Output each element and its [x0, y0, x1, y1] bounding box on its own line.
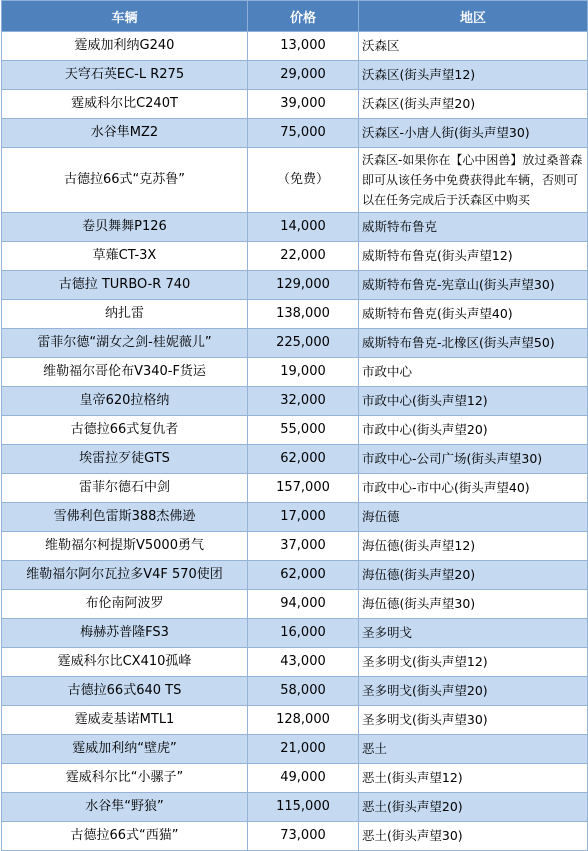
price-cell: （免费）: [248, 148, 359, 213]
price-cell: 13,000: [248, 32, 359, 61]
price-cell: 17,000: [248, 503, 359, 532]
table-row: [2, 148, 588, 213]
vehicle-price-table: [1, 0, 588, 851]
vehicle-cell: 古德拉66式复仇者: [2, 416, 248, 445]
vehicle-cell: 古德拉 TURBO-R 740: [2, 271, 248, 300]
price-cell: 14,000: [248, 213, 359, 242]
table-row: [2, 387, 588, 416]
area-cell: 市政中心-公司广场(街头声望30): [359, 445, 588, 474]
table-row: [2, 648, 588, 677]
price-cell: 29,000: [248, 61, 359, 90]
vehicle-cell: 天穹石英EC-L R275: [2, 61, 248, 90]
table-row: [2, 822, 588, 851]
area-cell: 威斯特布鲁克(街头声望40): [359, 300, 588, 329]
area-cell: 海伍德(街头声望12): [359, 532, 588, 561]
area-cell: 沃森区(街头声望20): [359, 90, 588, 119]
table-row: [2, 590, 588, 619]
area-cell: 恶土(街头声望30): [359, 822, 588, 851]
table-row: [2, 119, 588, 148]
area-cell: 恶土(街头声望20): [359, 793, 588, 822]
area-cell: 市政中心(街头声望12): [359, 387, 588, 416]
area-cell: 威斯特布鲁克-北橡区(街头声望50): [359, 329, 588, 358]
vehicle-cell: 雷菲尔德“湖女之剑-桂妮薇儿”: [2, 329, 248, 358]
vehicle-cell: 霆威科尔比CX410孤峰: [2, 648, 248, 677]
area-cell: 沃森区(街头声望12): [359, 61, 588, 90]
price-cell: 32,000: [248, 387, 359, 416]
table-row: [2, 213, 588, 242]
area-cell: 市政中心: [359, 358, 588, 387]
area-cell: 沃森区-如果你在【心中困兽】放过桑普森即可从该任务中免费获得此车辆，否则可以在任务完成后于沃森区中购买: [359, 148, 588, 213]
vehicle-cell: 维勒福尔阿尔瓦拉多V4F 570使团: [2, 561, 248, 590]
area-cell: 威斯特布鲁克-宪章山(街头声望30): [359, 271, 588, 300]
table-row: [2, 474, 588, 503]
table-row: [2, 90, 588, 119]
area-cell: 圣多明戈(街头声望20): [359, 677, 588, 706]
price-cell: 75,000: [248, 119, 359, 148]
price-cell: 157,000: [248, 474, 359, 503]
table-row: [2, 416, 588, 445]
area-cell: 威斯特布鲁克(街头声望12): [359, 242, 588, 271]
price-cell: 21,000: [248, 735, 359, 764]
table-row: [2, 503, 588, 532]
area-cell: 市政中心-市中心(街头声望40): [359, 474, 588, 503]
table-row: [2, 61, 588, 90]
vehicle-cell: 埃雷拉歹徒GTS: [2, 445, 248, 474]
price-cell: 39,000: [248, 90, 359, 119]
vehicle-cell: 霆威加利纳G240: [2, 32, 248, 61]
vehicle-cell: 古德拉66式“克苏鲁”: [2, 148, 248, 213]
table-header: [2, 1, 588, 32]
vehicle-cell: 布伦南阿波罗: [2, 590, 248, 619]
area-cell: 恶土: [359, 735, 588, 764]
area-cell: 恶土(街头声望12): [359, 764, 588, 793]
table-row: [2, 706, 588, 735]
vehicle-cell: 霆威麦基诺MTL1: [2, 706, 248, 735]
area-cell: 圣多明戈(街头声望12): [359, 648, 588, 677]
price-cell: 62,000: [248, 445, 359, 474]
vehicle-cell: 纳扎雷: [2, 300, 248, 329]
price-cell: 62,000: [248, 561, 359, 590]
vehicle-cell: 霆威加利纳“壁虎”: [2, 735, 248, 764]
price-cell: 37,000: [248, 532, 359, 561]
table-row: [2, 445, 588, 474]
price-cell: 129,000: [248, 271, 359, 300]
table-row: [2, 32, 588, 61]
area-cell: 威斯特布鲁克: [359, 213, 588, 242]
price-cell: 225,000: [248, 329, 359, 358]
header-row: [2, 1, 588, 32]
area-cell: 圣多明戈: [359, 619, 588, 648]
price-cell: 128,000: [248, 706, 359, 735]
table-row: [2, 793, 588, 822]
vehicle-cell: 维勒福尔哥伦布V340-F货运: [2, 358, 248, 387]
vehicle-cell: 梅赫苏普隆FS3: [2, 619, 248, 648]
area-cell: 沃森区: [359, 32, 588, 61]
vehicle-cell: 霆威科尔比“小骡子”: [2, 764, 248, 793]
vehicle-cell: 雷菲尔德石中剑: [2, 474, 248, 503]
vehicle-cell: 水谷隼MZ2: [2, 119, 248, 148]
table-row: [2, 677, 588, 706]
table-row: [2, 735, 588, 764]
area-cell: 海伍德: [359, 503, 588, 532]
area-cell: 市政中心(街头声望20): [359, 416, 588, 445]
table-row: [2, 242, 588, 271]
table-row: [2, 329, 588, 358]
vehicle-cell: 古德拉66式640 TS: [2, 677, 248, 706]
vehicle-cell: 皇帝620拉格纳: [2, 387, 248, 416]
area-cell: 海伍德(街头声望20): [359, 561, 588, 590]
vehicle-cell: 卷贝舞舞P126: [2, 213, 248, 242]
table-row: [2, 532, 588, 561]
vehicle-cell: 古德拉66式“西猫”: [2, 822, 248, 851]
header-price: 价格: [248, 1, 359, 32]
vehicle-cell: 草薙CT-3X: [2, 242, 248, 271]
area-cell: 沃森区-小唐人街(街头声望30): [359, 119, 588, 148]
vehicle-cell: 雪佛利色雷斯388杰佛逊: [2, 503, 248, 532]
price-cell: 49,000: [248, 764, 359, 793]
price-cell: 19,000: [248, 358, 359, 387]
price-cell: 138,000: [248, 300, 359, 329]
vehicle-cell: 维勒福尔柯提斯V5000勇气: [2, 532, 248, 561]
price-cell: 55,000: [248, 416, 359, 445]
price-cell: 22,000: [248, 242, 359, 271]
area-cell: 海伍德(街头声望30): [359, 590, 588, 619]
table-row: [2, 764, 588, 793]
table-row: [2, 358, 588, 387]
price-cell: 43,000: [248, 648, 359, 677]
price-cell: 58,000: [248, 677, 359, 706]
price-cell: 94,000: [248, 590, 359, 619]
price-cell: 115,000: [248, 793, 359, 822]
table-body: [2, 32, 588, 851]
price-cell: 16,000: [248, 619, 359, 648]
table-row: [2, 271, 588, 300]
area-cell: 圣多明戈(街头声望30): [359, 706, 588, 735]
header-vehicle: 车辆: [2, 1, 248, 32]
header-area: 地区: [359, 1, 588, 32]
table-row: [2, 300, 588, 329]
table-row: [2, 561, 588, 590]
vehicle-cell: 霆威科尔比C240T: [2, 90, 248, 119]
price-cell: 73,000: [248, 822, 359, 851]
vehicle-cell: 水谷隼“野狼”: [2, 793, 248, 822]
table-row: [2, 619, 588, 648]
